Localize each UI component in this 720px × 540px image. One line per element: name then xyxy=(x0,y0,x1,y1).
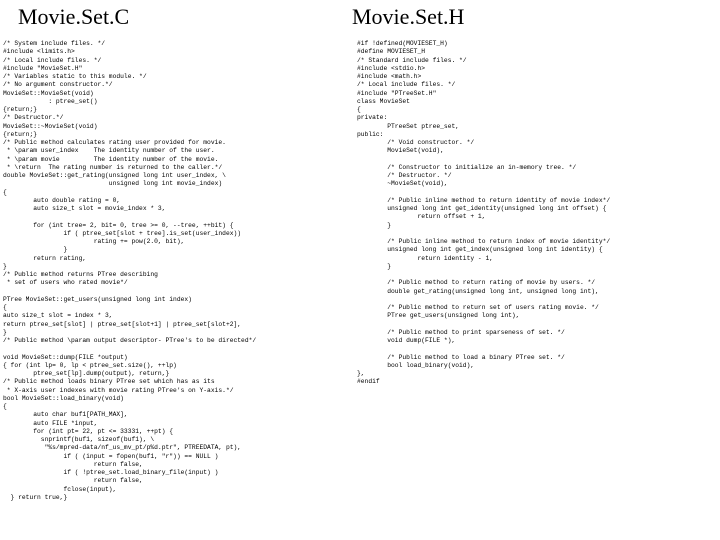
movieset-h-source: #if !defined(MOVIESET_H) #define MOVIESET_H /* Standard include files. */ #include <stdio.h> #include <math.h> /* Local include files. */ #include "PTreeSet.H" class MovieSet { private: PTreeSet ptree_set, public: /* Void constructor. */ MovieSet(void), /* Constructor to initialize an in-memory tree. */ /* Destructor. */ ~MovieSet(void), /* Public inline method to return identity of movie index*/ unsigned long int get_identity(unsigned long int offset) { return offset + 1, } /* Public inline method to return index of movie identity*/ unsigned long int get_index(unsigned long int identity) { return identity - 1, } /* Public method to return rating of movie by users. */ double get_rating(unsigned long int, unsigned long int), /* Public method to return set of users rating movie. */ PTree get_users(unsigned long int), /* Public method to print sparseness of set. */ void dump(FILE *), /* Public method to load a binary PTree set. */ bool load_binary(void), }, #endif xyxy=(357,40,611,386)
left-title: Movie.Set.C xyxy=(18,4,130,29)
right-title: Movie.Set.H xyxy=(352,4,465,29)
movieset-c-source: /* System include files. */ #include <limits.h> /* Local include files. */ #include "MovieSet.H" /* Variables static to this module. */ /* No argument constructor.*/ MovieSet::MovieSet(void) : ptree_set() {return;} /* Destructor.*/ MovieSet::~MovieSet(void) {return;} /* Public method calculates rating user provided for movie. * \param user_index The identity number of the user. * \param movie The identity number of the movie. * \return The rating number is returned to the caller.*/ double MovieSet::get_rating(unsigned long int user_index, \ unsigned long int movie_index) { auto double rating = 0, auto size_t slot = movie_index * 3, for (int tree= 2, bit= 0, tree >= 0, --tree, ++bit) { if ( ptree_set[slot + tree].is_set(user_index)) rating += pow(2.0, bit), } return rating, } /* Public method returns PTree describing * set of users who rated movie*/ PTree MovieSet::get_users(unsigned long int index) { auto size_t slot = index * 3, return ptree_set[slot] | ptree_set[slot+1] | ptree_set[slot+2], } /* Public method \param output descriptor- PTree's to be directed*/ void MovieSet::dump(FILE *output) { for (int lp= 0, lp < ptree_set.size(), ++lp) ptree_set[lp].dump(output), return,} /* Public method loads binary PTree set which has as its * X-axis user indexes with movie rating PTree's on Y-axis.*/ bool MovieSet::load_binary(void) { auto char buf1[PATH_MAX], auto FILE *input, for (int pt= 22, pt <= 33331, ++pt) { snprintf(buf1, sizeof(buf1), \ "%s/mpred-data/nf_us_mv_pt/p%d.ptr", PTREEDATA, pt), if ( (input = fopen(buf1, "r")) == NULL ) return false, if ( !ptree_set.load_binary_file(input) ) return false, fclose(input), } return true,} xyxy=(3,40,257,501)
